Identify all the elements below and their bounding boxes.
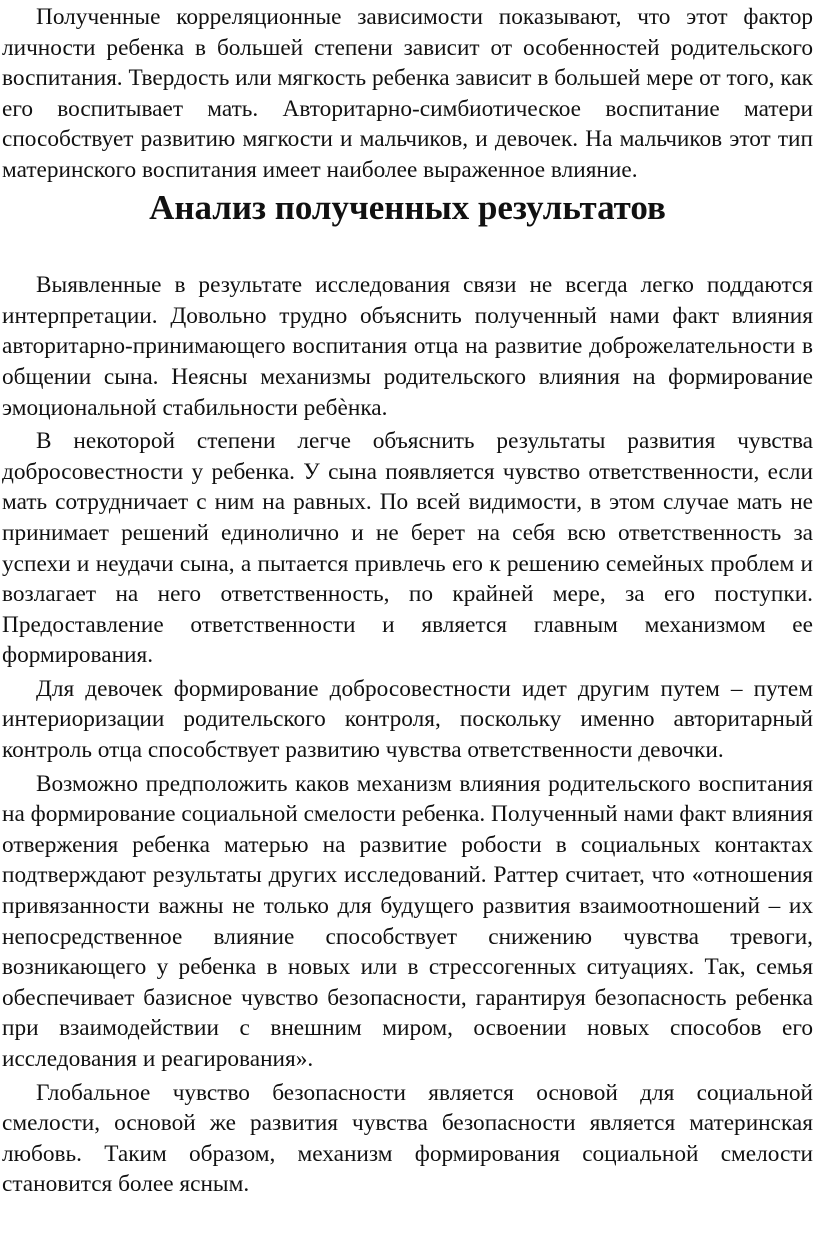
paragraph-2: В некоторой степени легче объяснить результаты развития чувства добросовестности у ребенка. У сына появляется чувство ответственности, если мать сотрудничает с ним на равных. По всей видимости, в этом случае мать не принимает решений единолично и не берет на себя всю ответственность за успехи и неудачи сына, а пытается привлечь его к решению семейных проблем и возлагает на него ответственность, по крайней мере, за его поступки. Предоставление ответственности и является главным механизмом ее формирования. [2, 428, 813, 669]
paragraph-3: Для девочек формирование добросовестности идет другим путем – путем интериоризации родительского контроля, поскольку именно авторитарный контроль отца способствует развитию чувства ответственности девочки. [2, 675, 813, 764]
paragraph-1: Выявленные в результате исследования связи не всегда легко поддаются интерпретации. Довольно трудно объяснить полученный нами факт влияния авторитарно-принимающего воспитания отца на развитие доброжелательности в общении сына. Неясны механизмы родительского влияния на формирование эмоциональной стабильности ребѐнка. [2, 272, 813, 421]
intro-paragraph: Полученные корреляционные зависимости показывают, что этот фактор личности ребенка в большей степени зависит от особенностей родительского воспитания. Твердость или мягкость ребенка зависит в большей мере от того, как его воспитывает мать. Авторитарно-симбиотическое воспитание матери способствует развитию мягкости и мальчиков, и девочек. На мальчиков этот тип материнского воспитания имеет наиболее выраженное влияние. [2, 4, 813, 183]
section-heading: Анализ полученных результатов [149, 187, 666, 227]
heading-spacer [2, 223, 813, 270]
paragraph-4: Возможно предположить каков механизм влияния родительского воспитания на формирование социальной смелости ребенка. Полученный нами факт влияния отвержения ребенка матерью на развитие робости в социальных контактах подтверждают результаты других исследований. Раттер считает, что «отношения привязанности важны не только для будущего развития взаимоотношений – их непосредственное влияние способствует снижению чувства тревоги, возникающего у ребенка в новых или в стрессогенных ситуациях. Так, семья обеспечивает базисное чувство безопасности, гарантируя безопасность ребенка при взаимодействии с внешним миром, освоении новых способов его исследования и реагирования». [2, 770, 813, 1072]
paragraph-5: Глобальное чувство безопасности является основой для социальной смелости, основой же развития чувства безопасности является материнская любовь. Таким образом, механизм формирования социальной смелости становится более ясным. [2, 1079, 813, 1198]
